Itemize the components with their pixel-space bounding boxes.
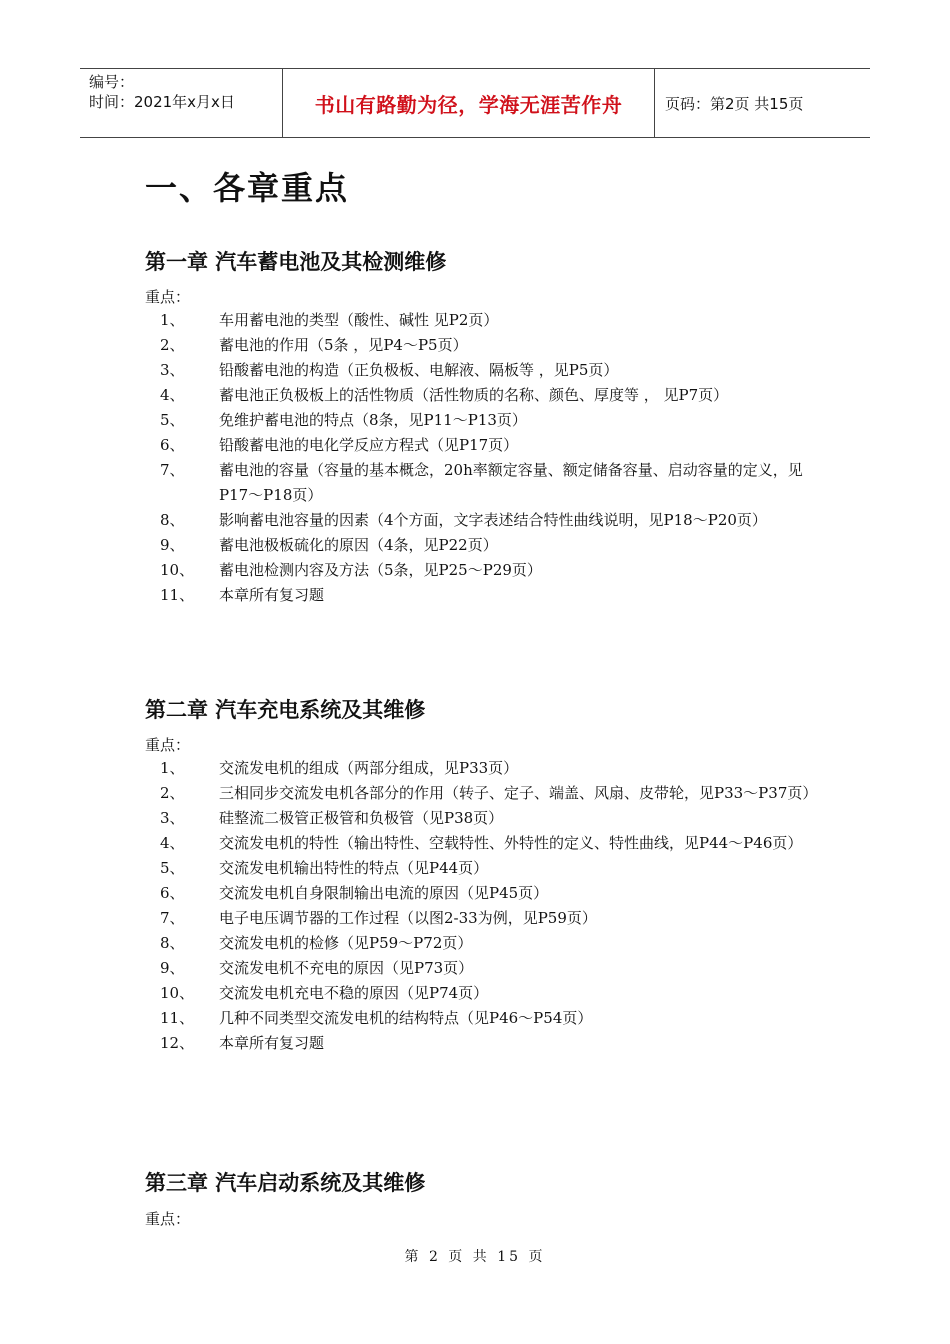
list-item: 8、 交流发电机的检修（见P59～P72页） (160, 934, 473, 952)
header-motto: 书山有路勤为径，学海无涯苦作舟 (283, 69, 655, 137)
list-item: 10、 蓄电池检测内容及方法（5条，见P25～P29页） (160, 561, 542, 579)
chapter-3-key-label: 重点： (145, 1210, 191, 1228)
list-item: 11、 本章所有复习题 (160, 586, 325, 604)
list-item: 4、 交流发电机的特性（输出特性、空载特性、外特性的定义、特性曲线，见P44～P46页） (160, 834, 803, 852)
chapter-1-title: 第一章 汽车蓄电池及其检测维修 (145, 250, 447, 274)
list-item: 6、 交流发电机自身限制输出电流的原因（见P45页） (160, 884, 549, 902)
list-item: 8、 影响蓄电池容量的因素（4个方面，文字表述结合特性曲线说明，见P18～P20页） (160, 511, 767, 529)
page-footer: 第 2 页 共 15 页 (404, 1249, 546, 1265)
list-item: 5、 免维护蓄电池的特点（8条，见P11～P13页） (160, 411, 527, 429)
header-info-cell (80, 69, 283, 137)
chapter-1-list (0, 308, 950, 608)
header-page-info: 页码：第2页 共15页 (665, 94, 804, 113)
list-item: 3、 硅整流二极管正极管和负极管（见P38页） (160, 809, 504, 827)
list-item: 12、 本章所有复习题 (160, 1034, 325, 1052)
list-item: 6、 铅酸蓄电池的电化学反应方程式（见P17页） (160, 436, 519, 454)
list-item: 4、 蓄电池正负极板上的活性物质（活性物质的名称、颜色、厚度等 ， 见P7页） (160, 386, 729, 404)
list-item: 9、 蓄电池极板硫化的原因（4条，见P22页） (160, 536, 498, 554)
list-item: 9、 交流发电机不充电的原因（见P73页） (160, 959, 474, 977)
list-item: 2、 蓄电池的作用（5条 ，见P4～P5页） (160, 336, 468, 354)
page-header (80, 68, 870, 138)
chapter-2-title: 第二章 汽车充电系统及其维修 (145, 698, 426, 722)
list-item: 3、 铅酸蓄电池的构造（正负极板、电解液、隔板等 ，见P5页） (160, 361, 619, 379)
list-item: 7、 电子电压调节器的工作过程（以图2-33为例，见P59页） (160, 909, 597, 927)
list-item: 10、 交流发电机充电不稳的原因（见P74页） (160, 984, 489, 1002)
chapter-2-key-label: 重点： (145, 736, 191, 754)
section-title: 一、各章重点 (145, 169, 350, 207)
list-item: 1、 交流发电机的组成（两部分组成，见P33页） (160, 759, 519, 777)
list-item: 1、 车用蓄电池的类型（酸性、碱性 见P2页） (160, 311, 499, 329)
list-item: 11、 几种不同类型交流发电机的结构特点（见P46～P54页） (160, 1009, 593, 1027)
list-item: 7、 蓄电池的容量（容量的基本概念，20h率额定容量、额定储备容量、启动容量的定义，见P17～P18页） (160, 461, 803, 504)
chapter-1-key-label: 重点： (145, 288, 191, 306)
chapter-2-list (0, 756, 950, 1056)
list-item: 2、 三相同步交流发电机各部分的作用（转子、定子、端盖、风扇、皮带轮，见P33～P37页） (160, 784, 818, 802)
time-label: 时间：2021年x月x日 (89, 93, 235, 111)
serial-label: 编号： (89, 73, 135, 91)
chapter-3-title: 第三章 汽车启动系统及其维修 (145, 1171, 426, 1195)
list-item: 5、 交流发电机输出特性的特点（见P44页） (160, 859, 489, 877)
